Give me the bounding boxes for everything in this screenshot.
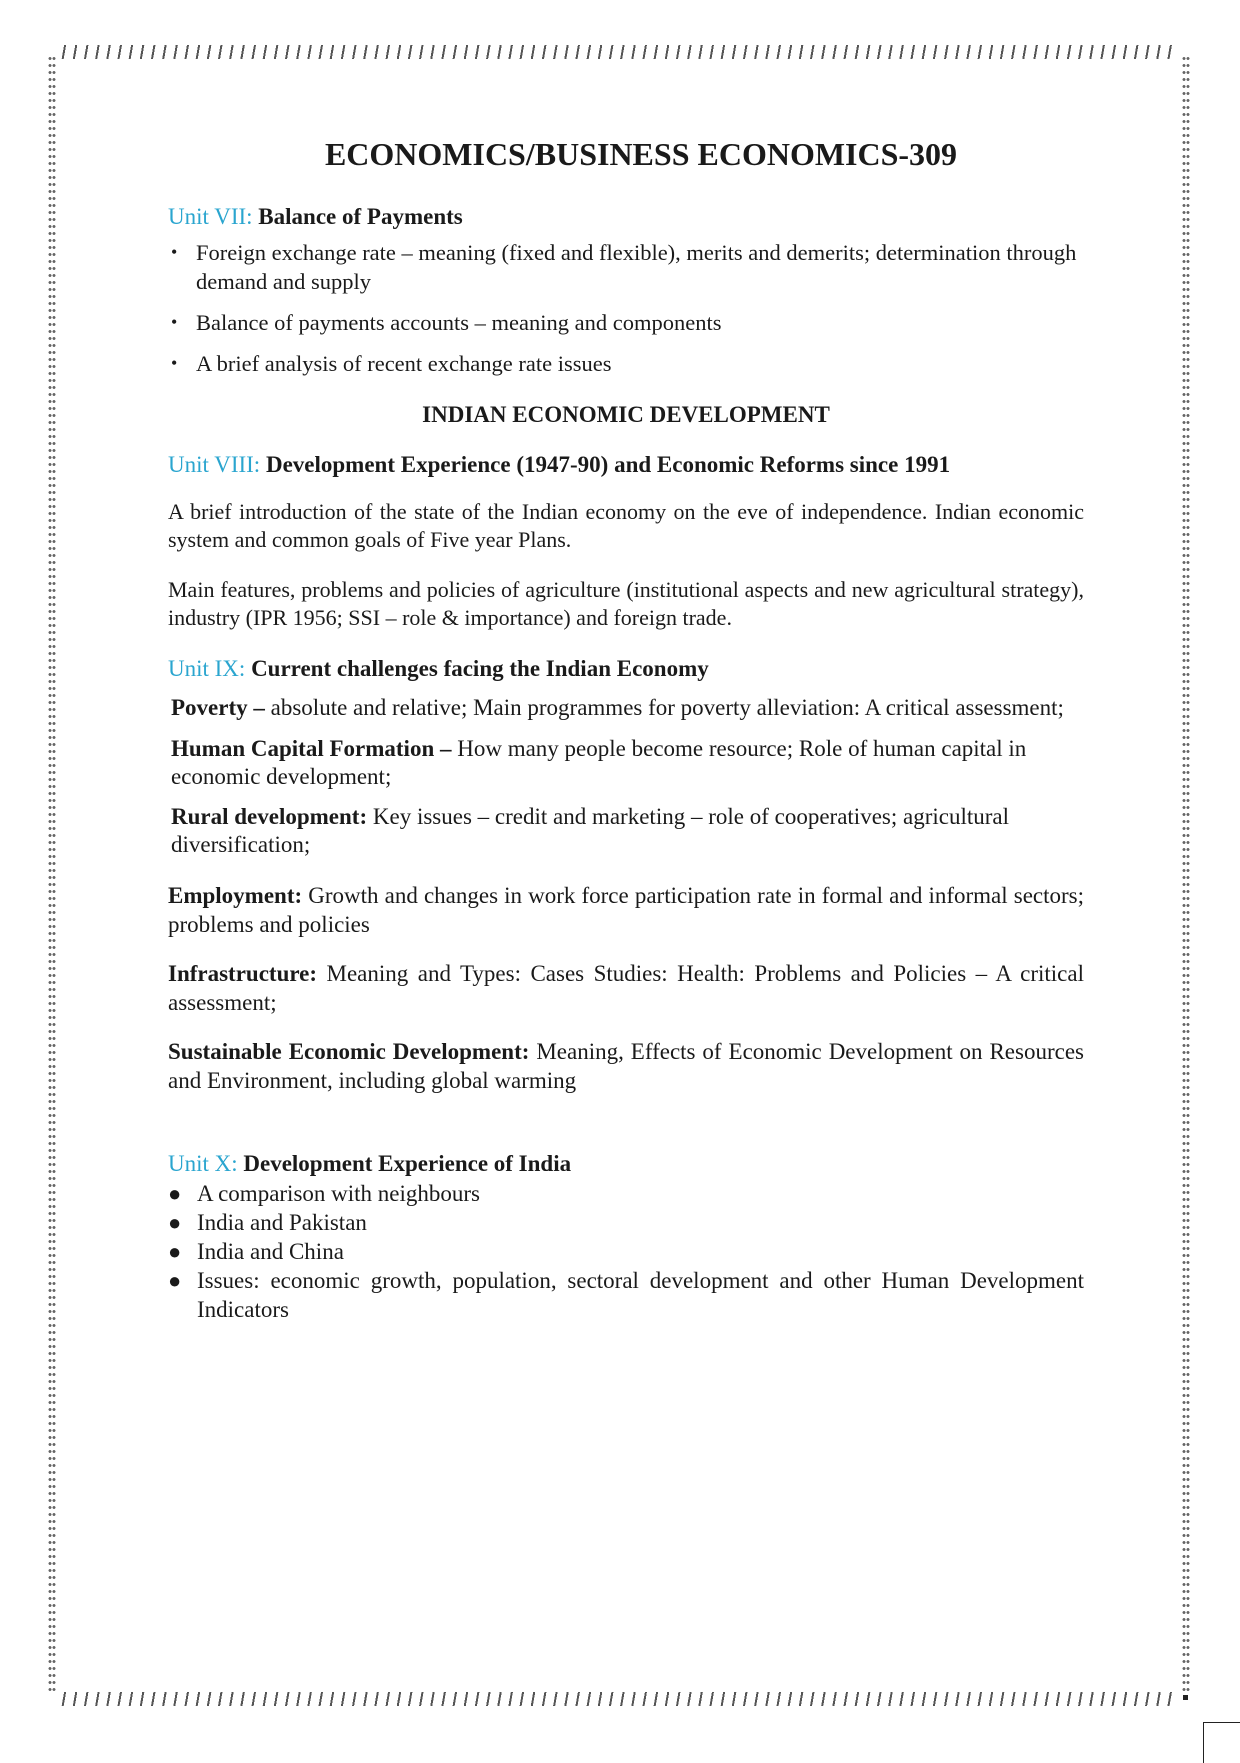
unit-8-title: Development Experience (1947-90) and Economic Reforms since 1991: [265, 452, 951, 477]
unit-7-list: [168, 238, 1084, 378]
unit-8-paragraph-1: A brief introduction of the state of the Indian economy on the eve of independence. Indian economic system and common goals of Five year Plans.: [168, 499, 1084, 552]
page-border-right: [1182, 55, 1190, 1695]
list-item: • A brief analysis of recent exchange rate issues: [171, 351, 612, 376]
unit-9-heading: [168, 654, 1084, 684]
page-border-top: [58, 45, 1178, 59]
bullet-icon: •: [171, 242, 178, 262]
bullet-icon: •: [171, 312, 178, 332]
section-title: INDIAN ECONOMIC DEVELOPMENT: [422, 402, 830, 427]
unit-10-list: [168, 1179, 1084, 1324]
list-item: • Balance of payments accounts – meaning and components: [171, 310, 722, 335]
list-item: ● India and China: [168, 1239, 344, 1264]
unit-8-label: Unit VIII:: [168, 452, 261, 477]
document-body: [168, 130, 1084, 1324]
unit-10-title: Development Experience of India: [243, 1151, 572, 1176]
topic-human-capital: Human Capital Formation – How many people become resource; Role of human capital in economic development;: [171, 736, 1027, 789]
topic-rural-development: Rural development: Key issues – credit and marketing – role of cooperatives; agricultural diversification;: [171, 804, 1009, 857]
unit-9-title: Current challenges facing the Indian Economy: [251, 656, 709, 681]
unit-8-paragraph-2: Main features, problems and policies of agriculture (institutional aspects and new agricultural strategy), industry (IPR 1956; SSI – role & importance) and foreign trade.: [168, 577, 1084, 630]
page-border-bottom: [58, 1692, 1178, 1706]
bullet-icon: ●: [168, 1210, 182, 1235]
topic-sustainable-development: Sustainable Economic Development: Meaning, Effects of Economic Development on Resources and Environment, including global warming: [168, 1039, 1084, 1093]
bullet-icon: ●: [168, 1239, 182, 1264]
page-title: ECONOMICS/BUSINESS ECONOMICS-309: [324, 136, 958, 172]
list-item: ● Issues: economic growth, population, sectoral development and other Human Development Indicators: [168, 1268, 1084, 1322]
page-corner-mark: [1203, 1722, 1240, 1763]
bullet-icon: ●: [168, 1268, 182, 1293]
unit-7-title: Balance of Payments: [258, 204, 463, 229]
unit-7-heading: [168, 202, 1084, 232]
unit-10-label: Unit X:: [168, 1151, 238, 1176]
topic-poverty: Poverty – absolute and relative; Main programmes for poverty alleviation: A critical assessment;: [171, 695, 1064, 720]
bullet-icon: ●: [168, 1181, 182, 1206]
list-item: ● India and Pakistan: [168, 1210, 367, 1235]
topic-employment: Employment: Growth and changes in work force participation rate in formal and informal sectors; problems and policies: [168, 883, 1084, 937]
page-border-left: [48, 55, 56, 1695]
unit-7-label: Unit VII:: [168, 204, 253, 229]
unit-9-label: Unit IX:: [168, 656, 246, 681]
list-item: ● A comparison with neighbours: [168, 1181, 480, 1206]
border-corner-dot: [1183, 1695, 1188, 1700]
unit-8-heading: [168, 450, 1084, 480]
topic-infrastructure: Infrastructure: Meaning and Types: Cases Studies: Health: Problems and Policies – A critical assessment;: [168, 961, 1084, 1015]
unit-10-heading: [168, 1149, 1084, 1179]
list-item: • Foreign exchange rate – meaning (fixed and flexible), merits and demerits; determination through demand and supply: [171, 240, 1077, 294]
bullet-icon: •: [171, 353, 178, 373]
